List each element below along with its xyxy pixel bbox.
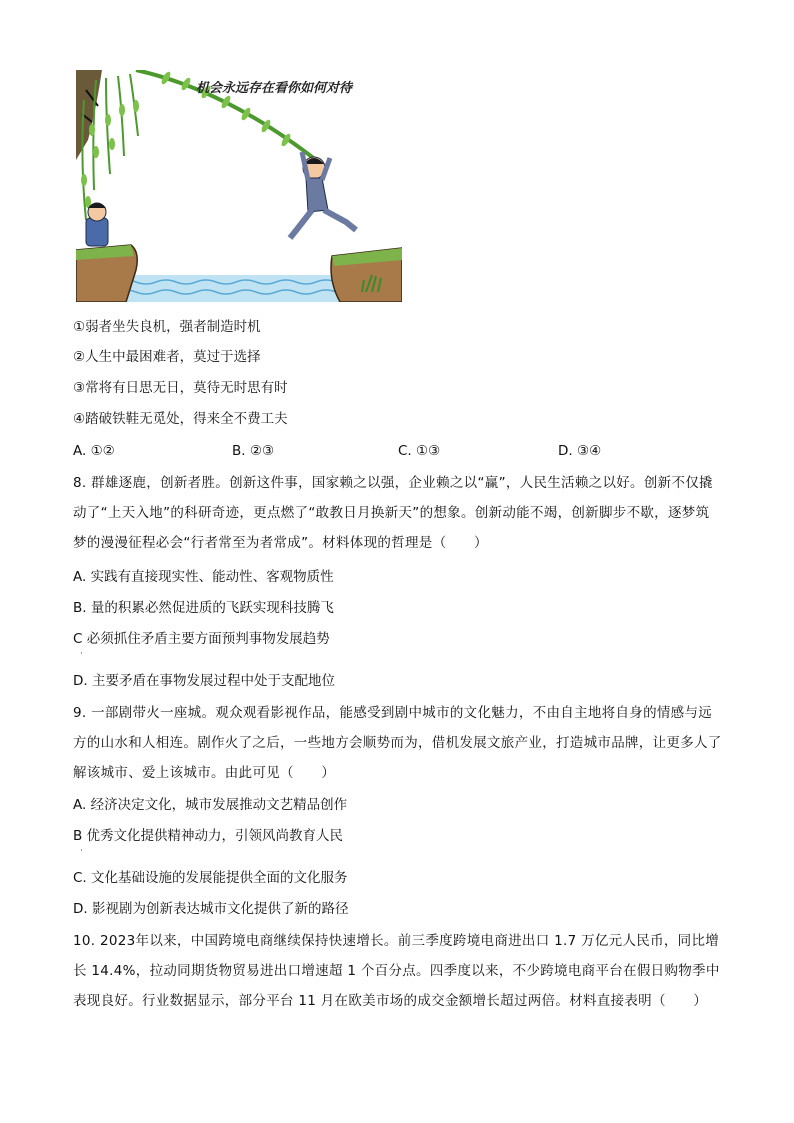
q9-option-a: A. 经济决定文化，城市发展推动文艺精品创作 [73, 797, 348, 813]
q8-option-c: C 必须抓住矛盾主要方面预判事物发展趋势 [73, 631, 330, 647]
q7-item-4: ④踏破铁鞋无觅处，得来全不费工夫 [73, 411, 288, 427]
q9-option-b-dot: · [80, 846, 83, 856]
q9-option-b: B 优秀文化提供精神动力，引领风尚教育人民 [73, 828, 344, 844]
q8-option-c-dot: · [80, 649, 83, 659]
cartoon-illustration [76, 70, 402, 302]
q8-option-b: B. 量的积累必然促进质的飞跃实现科技腾飞 [73, 600, 334, 616]
q7-option-b: B. ②③ [232, 443, 275, 459]
q7-item-2: ②人生中最困难者，莫过于选择 [73, 349, 261, 365]
q7-option-c: C. ①③ [398, 443, 441, 459]
q7-option-d: D. ③④ [558, 443, 602, 459]
sitting-man [86, 203, 108, 246]
cartoon-caption: 机会永远存在看你如何对待 [196, 81, 353, 96]
q8-option-a: A. 实践有直接现实性、能动性、客观物质性 [73, 569, 334, 585]
q9-option-d: D. 影视剧为创新表达城市文化提供了新的路径 [73, 901, 349, 917]
q8-option-d: D. 主要矛盾在事物发展过程中处于支配地位 [73, 673, 335, 689]
q7-item-3: ③常将有日思无日，莫待无时思有时 [73, 380, 288, 396]
q7-option-a: A. ①② [73, 443, 115, 459]
q9-stem: 9. 一部剧带火一座城。观众观看影视作品，能感受到剧中城市的文化魅力，不由自主地将自身的情感与远方的山水和人相连。剧作火了之后，一些地方会顺势而为，借机发展文旅产业，打造城市品牌，让更多人了解该城市、爱上该城市。由此可见（ ） [73, 705, 722, 781]
q10-stem: 10. 2023年以来，中国跨境电商继续保持快速增长。前三季度跨境电商进出口 1.7 万亿元人民币，同比增长 14.4%，拉动同期货物贸易进出口增速超 1 个百分点。四季度以来，不少跨境电商平台在假日购物季中表现良好。行业数据显示，部分平台 11 月在欧美市场的成交金额增长超过两倍。材料直接表明（ ） [73, 933, 720, 1009]
q7-item-1: ①弱者坐失良机，强者制造时机 [73, 319, 261, 335]
q9-option-c: C. 文化基础设施的发展能提供全面的文化服务 [73, 870, 348, 886]
q8-stem: 8. 群雄逐鹿，创新者胜。创新这件事，国家赖之以强，企业赖之以“赢”，人民生活赖之以好。创新不仅撬动了“上天入地”的科研奇迹，更点燃了“敢教日月换新天”的想象。创新动能不竭，创新脚步不歇，逐梦筑梦的漫漫征程必会“行者常至为者常成”。材料体现的哲理是（ ） [73, 475, 713, 551]
